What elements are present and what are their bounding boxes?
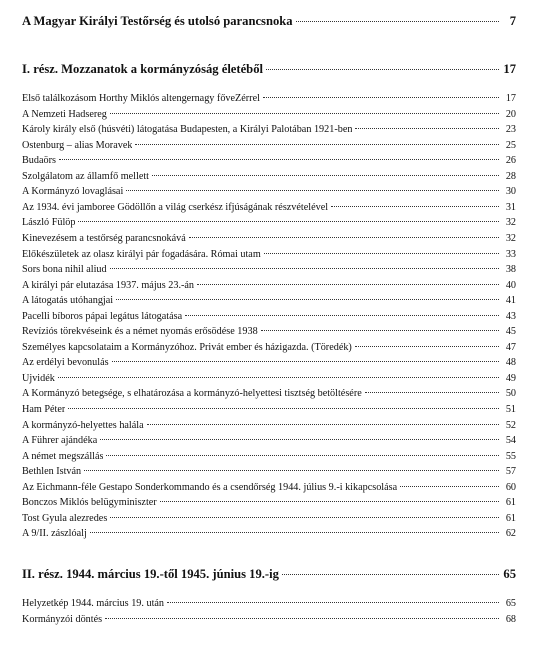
toc-entry-page: 17 (505, 93, 516, 104)
toc-entry (22, 482, 516, 493)
toc-entry-title: Személyes kapcsolataim a Kormányzóhoz. Privát ember és házigazda. (Töredék) (22, 341, 352, 353)
toc-entry-title: A királyi pár elutazása 1937. május 23.-án (22, 279, 195, 291)
toc-entry-page: 55 (505, 450, 516, 462)
toc-entry-title: A kormányzó-helyettes halála (22, 419, 144, 431)
toc-entry (22, 186, 516, 197)
toc-entry-page: 38 (505, 264, 516, 276)
toc-entry (22, 295, 516, 306)
toc-entry (22, 357, 516, 368)
toc-entry-page: 61 (505, 512, 516, 524)
toc-entry (22, 497, 516, 508)
toc-entry-title: A német megszállás (22, 450, 104, 462)
toc-entry (22, 404, 516, 415)
toc-entry (22, 326, 516, 337)
dot-leader (105, 618, 499, 619)
toc-entry-page: 25 (505, 139, 516, 151)
toc-entry (22, 249, 516, 260)
toc-entry-title: Kormányzói döntés (22, 613, 103, 625)
toc-entry-page: 45 (505, 326, 516, 338)
toc-entry-page: 52 (505, 419, 516, 431)
toc-entry (22, 93, 516, 104)
toc-entry-page: 47 (505, 341, 516, 353)
toc-entry-title: Tost Gyula alezredes (22, 512, 108, 524)
dot-leader (84, 470, 499, 471)
toc-entry-title: Újvidék (22, 372, 55, 384)
toc-entry (22, 388, 516, 399)
toc-entry-page: 7 (509, 14, 516, 28)
toc-entry-title: A Kormányzó lovaglásai (22, 186, 124, 198)
toc-entry-title: A Führer ajándéka (22, 435, 98, 447)
toc-entry (22, 124, 516, 135)
toc-entry-page: 26 (505, 155, 516, 167)
dot-leader (160, 501, 499, 502)
toc-entry (22, 311, 516, 322)
dot-leader (365, 392, 499, 393)
toc-entry-page: 40 (505, 279, 516, 291)
toc-entry-title: Első találkozásom Horthy Miklós altengernagy főveZérrel (22, 93, 260, 104)
dot-leader (100, 439, 499, 440)
dot-leader (331, 206, 499, 207)
toc-entry-page: 60 (505, 481, 516, 493)
toc-entry-page: 30 (505, 186, 516, 198)
dot-leader (296, 21, 499, 22)
dot-leader (147, 424, 499, 425)
dot-leader (197, 284, 499, 285)
toc-entry (22, 614, 516, 625)
dot-leader (110, 268, 499, 269)
dot-leader (266, 69, 499, 70)
dot-leader (185, 315, 499, 316)
toc-entry-page: 49 (505, 372, 516, 384)
toc-entry-title: Revíziós törekvéseink és a német nyomás erősödése 1938 (22, 326, 258, 338)
toc-entry-title: Bethlen István (22, 466, 82, 478)
dot-leader (282, 574, 499, 575)
toc-part-title: I. rész. Mozzanatok a kormányzóság életéből (22, 62, 263, 76)
toc-entry (22, 451, 516, 462)
toc-entry-title: A Nemzeti Hadsereg (22, 108, 107, 120)
toc-entry-title: A 9/II. zászlóalj (22, 528, 87, 540)
dot-leader (106, 455, 499, 456)
toc-part-page: 17 (503, 62, 516, 76)
dot-leader (110, 113, 499, 114)
toc-entry-page: 23 (505, 124, 516, 136)
dot-leader (167, 602, 499, 603)
toc-entry-page: 61 (505, 497, 516, 509)
toc-entry-title: A látogatás utóhangjai (22, 295, 114, 307)
dot-leader (152, 175, 499, 176)
dot-leader (400, 486, 499, 487)
dot-leader (126, 190, 499, 191)
toc-entry (22, 109, 516, 120)
toc-entry (22, 435, 516, 446)
dot-leader (264, 253, 499, 254)
toc-entry-title: Az 1934. évi jamboree Gödöllőn a világ cserkész ifjúságának részvételével (22, 201, 329, 213)
toc-entry-page: 32 (505, 232, 516, 244)
toc-entry-page: 20 (505, 108, 516, 120)
toc-entry-title: A Kormányzó betegsége, s elhatározása a kormányzó-helyettesi tisztség betöltésére (22, 388, 362, 400)
toc-entry-title: Budaörs (22, 155, 56, 167)
toc-entry-page: 62 (505, 528, 516, 540)
toc-part-title: II. rész. 1944. március 19.-től 1945. június 19.-ig (22, 567, 279, 581)
toc-entry (22, 155, 516, 166)
toc-part2-header (22, 567, 516, 582)
toc-entry-title: László Fülöp (22, 217, 76, 229)
toc-entry-title: Szolgálatom az államfő mellett (22, 170, 150, 182)
toc-entry-title: Károly király első (húsvéti) látogatása Budapesten, a Királyi Palotában 1921-ben (22, 124, 353, 136)
toc-part-page: 65 (503, 567, 516, 581)
dot-leader (263, 97, 499, 98)
dot-leader (90, 532, 499, 533)
toc-entry-page: 68 (505, 613, 516, 625)
toc-entry (22, 598, 516, 609)
toc-entry-title: Sors bona nihil aliud (22, 264, 107, 276)
toc-entry (22, 513, 516, 524)
toc-entry-page: 41 (505, 295, 516, 307)
dot-leader (355, 346, 499, 347)
toc-entry-title: Az Eichmann-féle Gestapo Sonderkommando és a csendőrség 1944. július 9.-i kikapcsolása (22, 481, 398, 493)
dot-leader (189, 237, 499, 238)
toc-entry-page: 54 (505, 435, 516, 447)
toc-entry (22, 233, 516, 244)
toc-entry-page: 33 (505, 248, 516, 260)
dot-leader (116, 299, 499, 300)
dot-leader (58, 377, 499, 378)
toc-entry-title: Ostenburg – alias Moravek (22, 139, 133, 151)
toc-intro-entry (22, 14, 516, 29)
toc-entry-title: Előkészületek az olasz királyi pár fogadására. Római utam (22, 248, 261, 260)
toc-entry-page: 31 (505, 201, 516, 213)
toc-entry-page: 65 (505, 598, 516, 609)
toc-entry (22, 264, 516, 275)
toc-entry-title: Ham Péter (22, 404, 66, 415)
toc-entry (22, 140, 516, 151)
toc-entry (22, 466, 516, 477)
toc-entry (22, 342, 516, 353)
toc-entry-title: Az erdélyi bevonulás (22, 357, 109, 369)
toc-entry-title: Pacelli bíboros pápai legátus látogatása (22, 310, 183, 322)
dot-leader (78, 221, 499, 222)
toc-entry-page: 48 (505, 357, 516, 369)
dot-leader (355, 128, 499, 129)
toc-entry (22, 171, 516, 182)
toc-entry (22, 217, 516, 228)
dot-leader (261, 330, 499, 331)
toc-entry-page: 51 (505, 404, 516, 415)
toc-entry-page: 32 (505, 217, 516, 229)
toc-entry (22, 528, 516, 539)
toc-part1-header (22, 62, 516, 77)
dot-leader (112, 361, 499, 362)
dot-leader (68, 408, 499, 409)
toc-entry-page: 43 (505, 310, 516, 322)
toc-entry-title: Bonczos Miklós belügyminiszter (22, 497, 157, 509)
toc-entry-title: A Magyar Királyi Testőrség és utolsó parancsnoka (22, 14, 293, 28)
toc-entry-title: Helyzetkép 1944. március 19. után (22, 598, 165, 609)
toc-entry-page: 57 (505, 466, 516, 478)
dot-leader (135, 144, 499, 145)
toc-entry (22, 280, 516, 291)
toc-entry (22, 373, 516, 384)
toc-entry (22, 420, 516, 431)
dot-leader (110, 517, 499, 518)
dot-leader (59, 159, 499, 160)
toc-entry-page: 28 (505, 170, 516, 182)
toc-entry-page: 50 (505, 388, 516, 400)
toc-entry (22, 202, 516, 213)
toc-entry-title: Kinevezésem a testőrség parancsnokává (22, 232, 186, 244)
